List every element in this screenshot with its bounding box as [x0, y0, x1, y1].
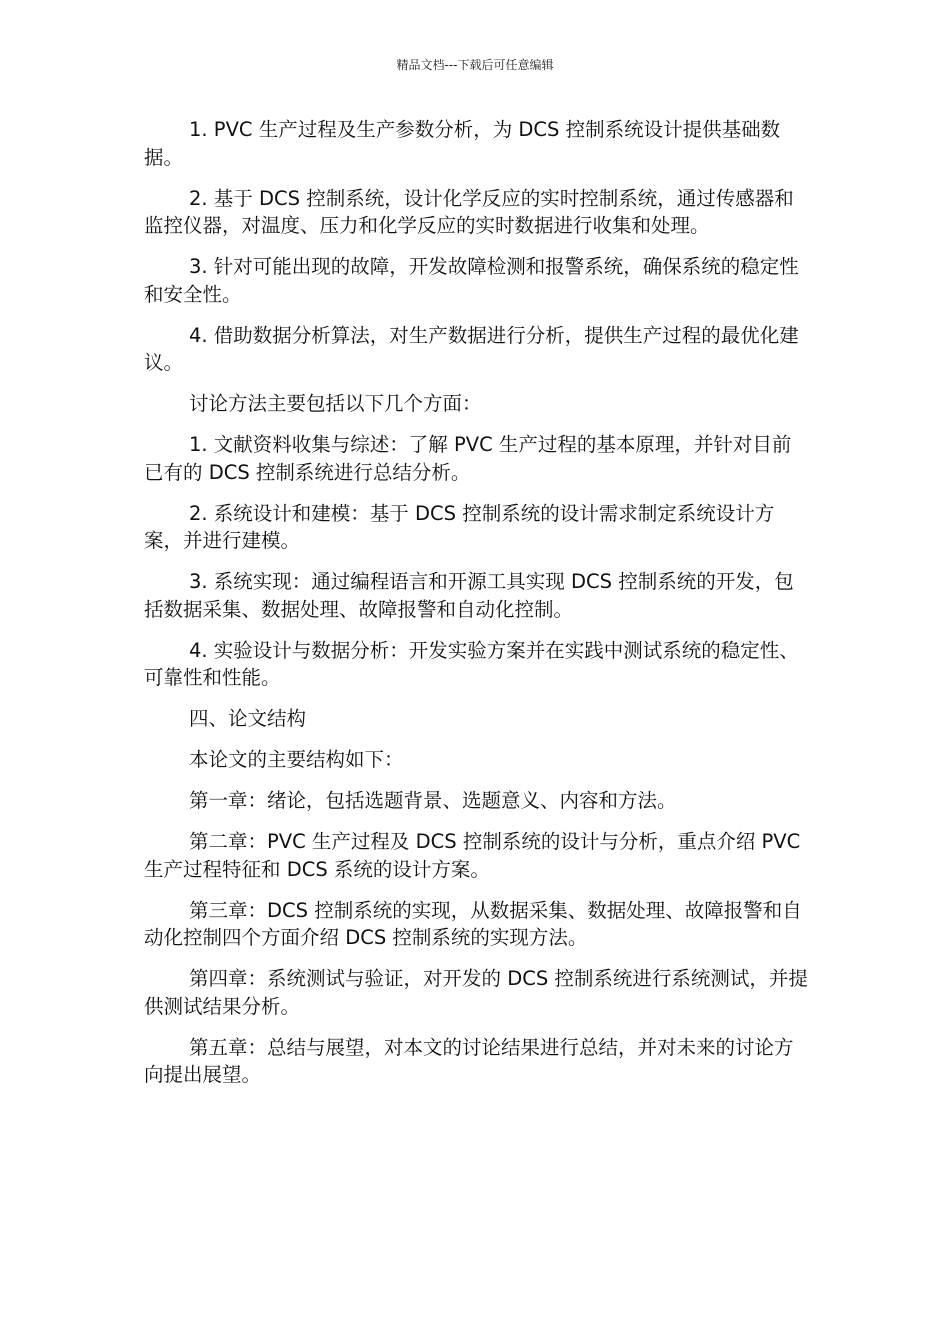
paragraph-chapter-2: 第二章：PVC 生产过程及 DCS 控制系统的设计与分析，重点介绍 PVC 生产过程特征和 DCS 系统的设计方案。 [144, 830, 801, 881]
paragraph-structure-intro: 本论文的主要结构如下： [189, 748, 404, 771]
paragraph-objective-3: 3. 针对可能出现的故障，开发故障检测和报警系统，确保系统的稳定性和安全性。 [144, 255, 799, 306]
paragraph-objective-4: 4. 借助数据分析算法，对生产数据进行分析，提供生产过程的最优化建议。 [144, 323, 799, 374]
paragraph-method-3: 3. 系统实现：通过编程语言和开源工具实现 DCS 控制系统的开发，包括数据采集、数据处理、故障报警和自动化控制。 [144, 570, 794, 621]
paragraph-method-4: 4. 实验设计与数据分析：开发实验方案并在实践中测试系统的稳定性、可靠性和性能。 [144, 638, 799, 689]
paragraph-objective-2: 2. 基于 DCS 控制系统，设计化学反应的实时控制系统，通过传感器和监控仪器，对温度、压力和化学反应的实时数据进行收集和处理。 [144, 186, 794, 237]
page-header: 精品文档---下载后可任意编辑 [396, 58, 554, 72]
paragraph-method-2: 2. 系统设计和建模：基于 DCS 控制系统的设计需求制定系统设计方案，并进行建模。 [144, 501, 775, 552]
section-heading-structure: 四、论文结构 [189, 707, 307, 730]
paragraph-methods-intro: 讨论方法主要包括以下几个方面： [189, 392, 482, 415]
paragraph-chapter-1: 第一章：绪论，包括选题背景、选题意义、内容和方法。 [189, 789, 677, 812]
document-body [144, 116, 810, 1102]
paragraph-chapter-5: 第五章：总结与展望，对本文的讨论结果进行总结，并对未来的讨论方向提出展望。 [144, 1035, 794, 1086]
paragraph-chapter-4: 第四章：系统测试与验证，对开发的 DCS 控制系统进行系统测试，并提供测试结果分析。 [144, 967, 808, 1018]
paragraph-chapter-3: 第三章：DCS 控制系统的实现，从数据采集、数据处理、故障报警和自动化控制四个方面介绍 DCS 控制系统的实现方法。 [144, 898, 802, 949]
paragraph-method-1: 1. 文献资料收集与综述：了解 PVC 生产过程的基本原理，并针对目前已有的 DCS 控制系统进行总结分析。 [144, 433, 792, 484]
paragraph-objective-1: 1. PVC 生产过程及生产参数分析，为 DCS 控制系统设计提供基础数据。 [144, 118, 781, 169]
